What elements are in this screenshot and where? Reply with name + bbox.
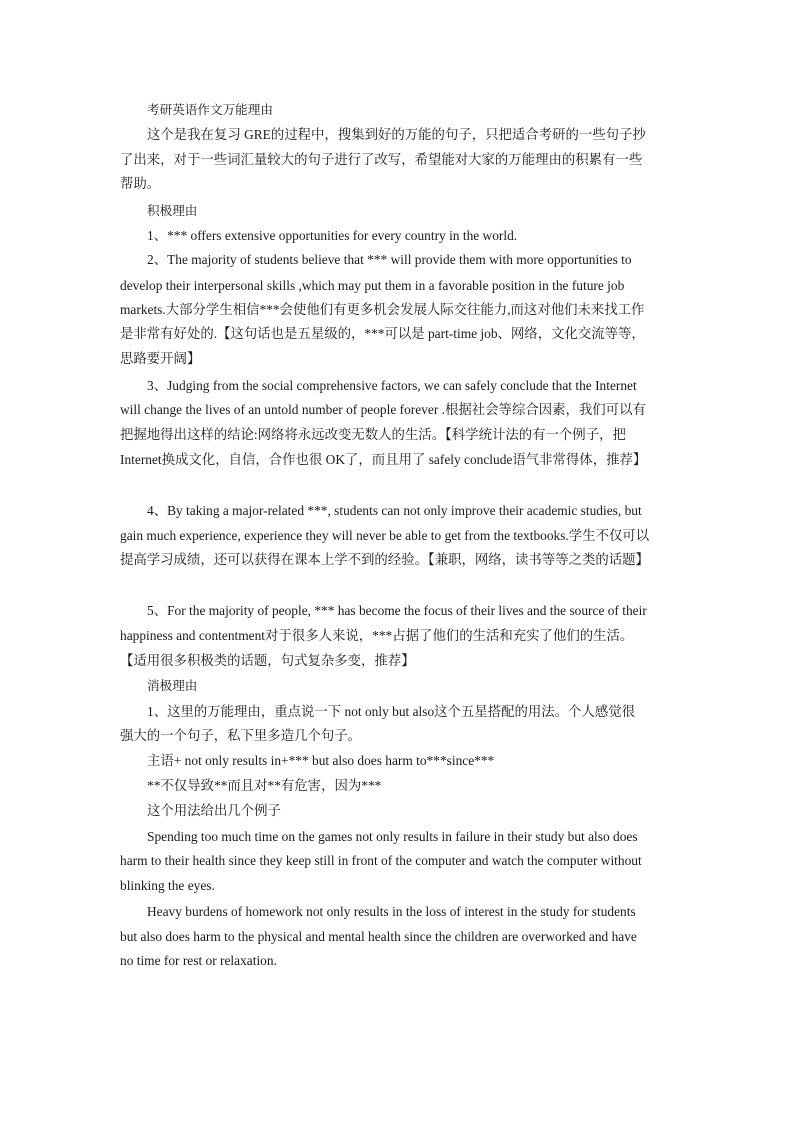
positive-reasons-heading: 积极理由 <box>147 203 198 218</box>
text-line: harm to their health since they keep still in front of the computer and watch the computer without <box>120 853 642 868</box>
text-line: 3、Judging from the social comprehensive factors, we can safely conclude that the Internet <box>147 378 637 393</box>
text-line: but also does harm to the physical and mental health since the children are overworked and have <box>120 929 637 944</box>
examples-intro: 这个用法给出几个例子 <box>147 803 281 818</box>
sentence-pattern-translation: **不仅导致**而且对**有危害，因为*** <box>147 778 382 793</box>
text-line: 1、这里的万能理由，重点说一下 not only but also这个五星搭配的用法。个人感觉很 <box>147 704 636 719</box>
text-line: 5、For the majority of people, *** has become the focus of their lives and the source of their <box>147 603 647 618</box>
sentence-pattern: 主语+ not only results in+*** but also does harm to***since*** <box>147 753 495 768</box>
text-line: 1、*** offers extensive opportunities for every country in the world. <box>147 228 518 243</box>
text-line: 帮助。 <box>120 176 161 191</box>
text-line: will change the lives of an untold number of people forever .根据社会等综合因素，我们可以有 <box>120 402 646 417</box>
text-line: 强大的一个句子，私下里多造几个句子。 <box>120 728 362 743</box>
text-line: 4、By taking a major-related ***, students can not only improve their academic studies, but <box>147 503 642 518</box>
text-line: happiness and contentment对于很多人来说，***占据了他们的生活和充实了他们的生活。 <box>120 628 634 643</box>
text-line: markets.大部分学生相信***会使他们有更多机会发展人际交往能力,而这对他们未来找工作 <box>120 302 645 317</box>
text-line: 了出来，对于一些词汇量较大的句子进行了改写，希望能对大家的万能理由的积累有一些 <box>120 152 643 167</box>
text-line: 提高学习成绩，还可以获得在课本上学不到的经验。【兼职，网络，读书等等之类的话题】 <box>120 552 649 567</box>
text-line: develop their interpersonal skills ,which may put them in a favorable position in the future job <box>120 278 625 293</box>
text-line: 2、The majority of students believe that *** will provide them with more opportunities to <box>147 252 632 267</box>
text-line: 把握地得出这样的结论:网络将永远改变无数人的生活。【科学统计法的有一个例子，把 <box>120 427 626 442</box>
text-line: blinking the eyes. <box>120 878 215 893</box>
text-line: 【适用很多积极类的话题，句式复杂多变，推荐】 <box>120 653 415 668</box>
text-line: Heavy burdens of homework not only results in the loss of interest in the study for students <box>147 904 636 919</box>
text-line: no time for rest or relaxation. <box>120 953 277 968</box>
text-line: 是非常有好处的.【这句话也是五星级的，***可以是 part-time job、网络，文化交流等等， <box>120 326 645 341</box>
text-line: Internet换成文化，自信，合作也很 OK了，而且用了 safely conclude语气非常得体，推荐】 <box>120 452 647 467</box>
text-line: 思路要开阔】 <box>120 351 201 366</box>
text-line: 这个是我在复习 GRE的过程中，搜集到好的万能的句子，只把适合考研的一些句子抄 <box>147 127 646 142</box>
negative-reasons-heading: 消极理由 <box>147 678 198 693</box>
document-title: 考研英语作文万能理由 <box>147 102 273 117</box>
text-line: gain much experience, experience they will never be able to get from the textbooks.学生不仅可以 <box>120 528 650 543</box>
text-line: Spending too much time on the games not only results in failure in their study but also does <box>147 829 638 844</box>
